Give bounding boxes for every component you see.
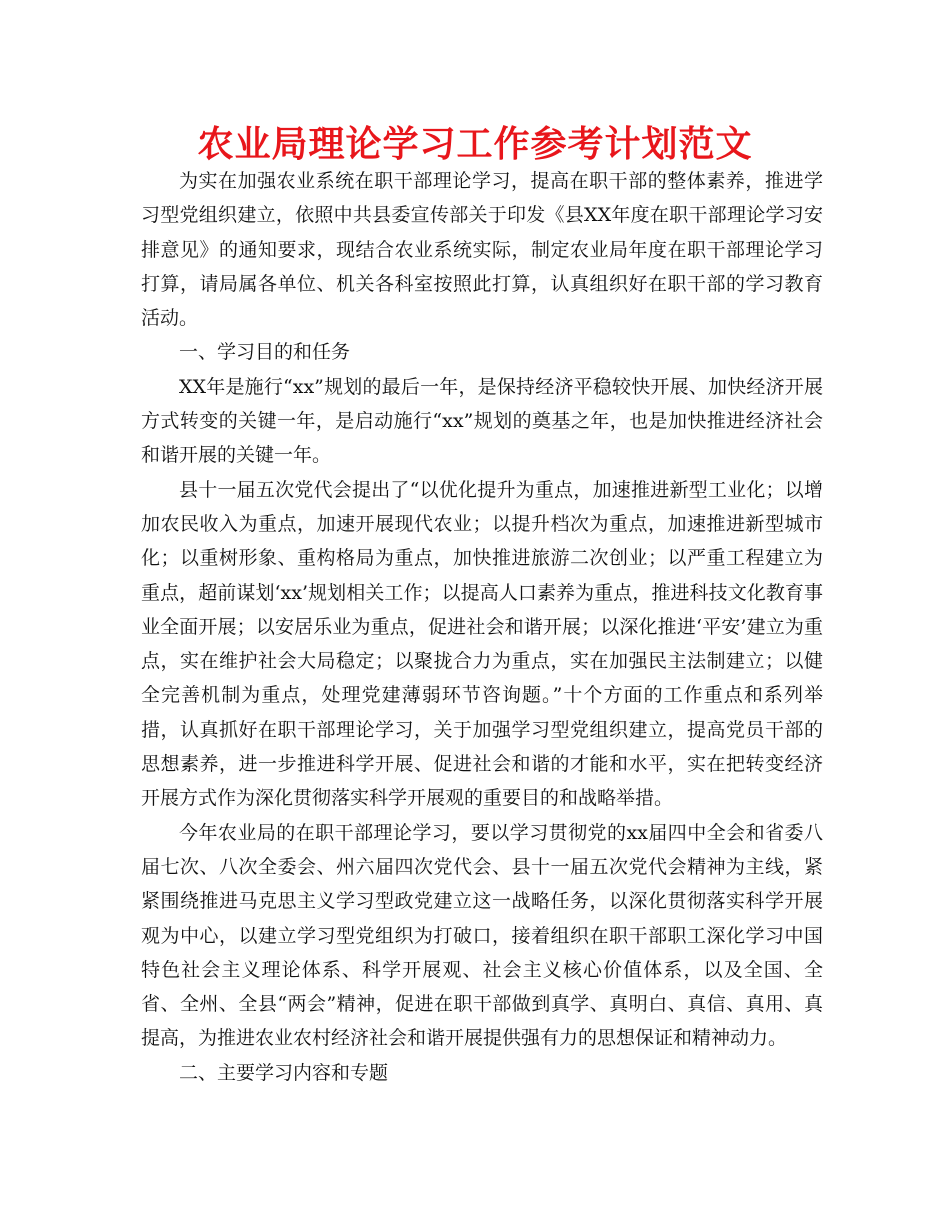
paragraph-agriculture-study: 今年农业局的在职干部理论学习，要以学习贯彻党的xx届四中全会和省委八届七次、八次全委会、州六届四次党代会、县十一届五次党代会精神为主线，紧紧围绕推进马克思主义学习型政党建立这一战略任务，以深化贯彻落实科学开展观为中心，以建立学习型党组织为打破口，接着组织在职干部职工深化学习中国特色社会主义理论体系、科学开展观、社会主义核心价值体系，以及全国、全省、全州、全县“两会”精神，促进在职干部做到真学、真明白、真信、真用、真提高，为推进农业农村经济社会和谐开展提供强有力的思想保证和精神动力。: [141, 821, 823, 1050]
section-heading-content: 二、主要学习内容和专题: [179, 1061, 389, 1084]
paragraph-intro: 为实在加强农业系统在职干部理论学习，提高在职干部的整体素养，推进学习型党组织建立，依照中共县委宣传部关于印发《县XX年度在职干部理论学习安排意见》的通知要求，现结合农业系统实际，制定农业局年度在职干部理论学习打算，请局属各单位、机关各科室按照此打算，认真组织好在职干部的学习教育活动。: [141, 170, 823, 330]
document-body: [141, 164, 823, 1090]
paragraph-year-context: XX年是施行“xx”规划的最后一年，是保持经济平稳较快开展、加快经济开展方式转变的关键一年，是启动施行“xx”规划的奠基之年，也是加快推进经济社会和谐开展的关键一年。: [141, 375, 823, 467]
paragraph-county-congress: 县十一届五次党代会提出了“以优化提升为重点，加速推进新型工业化；以增加农民收入为重点，加速开展现代农业；以提升档次为重点，加速推进新型城市化；以重树形象、重构格局为重点，加快推进旅游二次创业；以严重工程建立为重点，超前谋划‘xx’规划相关工作；以提高人口素养为重点，推进科技文化教育事业全面开展；以安居乐业为重点，促进社会和谐开展；以深化推进‘平安’建立为重点，实在维护社会大局稳定；以聚拢合力为重点，实在加强民主法制建立；以健全完善机制为重点，处理党建薄弱环节咨询题。”十个方面的工作重点和系列举措，认真抓好在职干部理论学习，关于加强学习型党组织建立，提高党员干部的思想素养，进一步推进科学开展、促进社会和谐的才能和水平，实在把转变经济开展方式作为深化贯彻落实科学开展观的重要目的和战略举措。: [141, 478, 823, 810]
page-title: 农业局理论学习工作参考计划范文: [197, 124, 753, 165]
section-heading-goals: 一、学习目的和任务: [179, 341, 351, 364]
